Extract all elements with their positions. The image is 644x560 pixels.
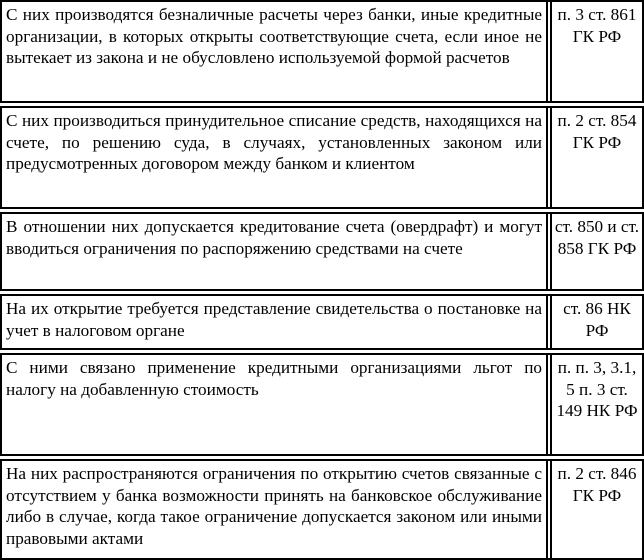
row-legal-reference: п. 2 ст. 846 ГК РФ xyxy=(550,461,644,558)
row-description: В отношении них допускается кредитование счета (овердрафт) и могут вводиться ограничения по распоряжению средствами на счете xyxy=(0,214,548,289)
row-legal-reference: п. 2 ст. 854 ГК РФ xyxy=(550,108,644,207)
table-row xyxy=(0,0,644,103)
table-row xyxy=(0,106,644,209)
row-description: С них производятся безналичные расчеты через банки, иные кредитные организации, в которых открыты соответствующие счета, если иное не вытекает из закона и не обусловлено используемой формой расчетов xyxy=(0,2,548,101)
row-description: С ними связано применение кредитными организациями льгот по налогу на добавленную стоимость xyxy=(0,355,548,454)
table-row xyxy=(0,459,644,560)
row-description: На их открытие требуется представление свидетельства о постановке на учет в налоговом органе xyxy=(0,296,548,348)
row-description: С них производиться принудительное списание средств, находящихся на счете, по решению суда, в случаях, установленных законом или предусмотренных договором между банком и клиентом xyxy=(0,108,548,207)
row-legal-reference: ст. 850 и ст. 858 ГК РФ xyxy=(550,214,644,289)
row-legal-reference: ст. 86 НК РФ xyxy=(550,296,644,348)
row-description: На них распространяются ограничения по открытию счетов связанные с отсутствием у банка возможности принять на банковское обслуживание либо в случае, когда такое ограничение допускается законом или иными правовыми актами xyxy=(0,461,548,558)
table-row xyxy=(0,294,644,350)
row-legal-reference: п. п. 3, 3.1, 5 п. 3 ст. 149 НК РФ xyxy=(550,355,644,454)
row-legal-reference: п. 3 ст. 861 ГК РФ xyxy=(550,2,644,101)
table-row xyxy=(0,353,644,456)
table-row xyxy=(0,212,644,291)
